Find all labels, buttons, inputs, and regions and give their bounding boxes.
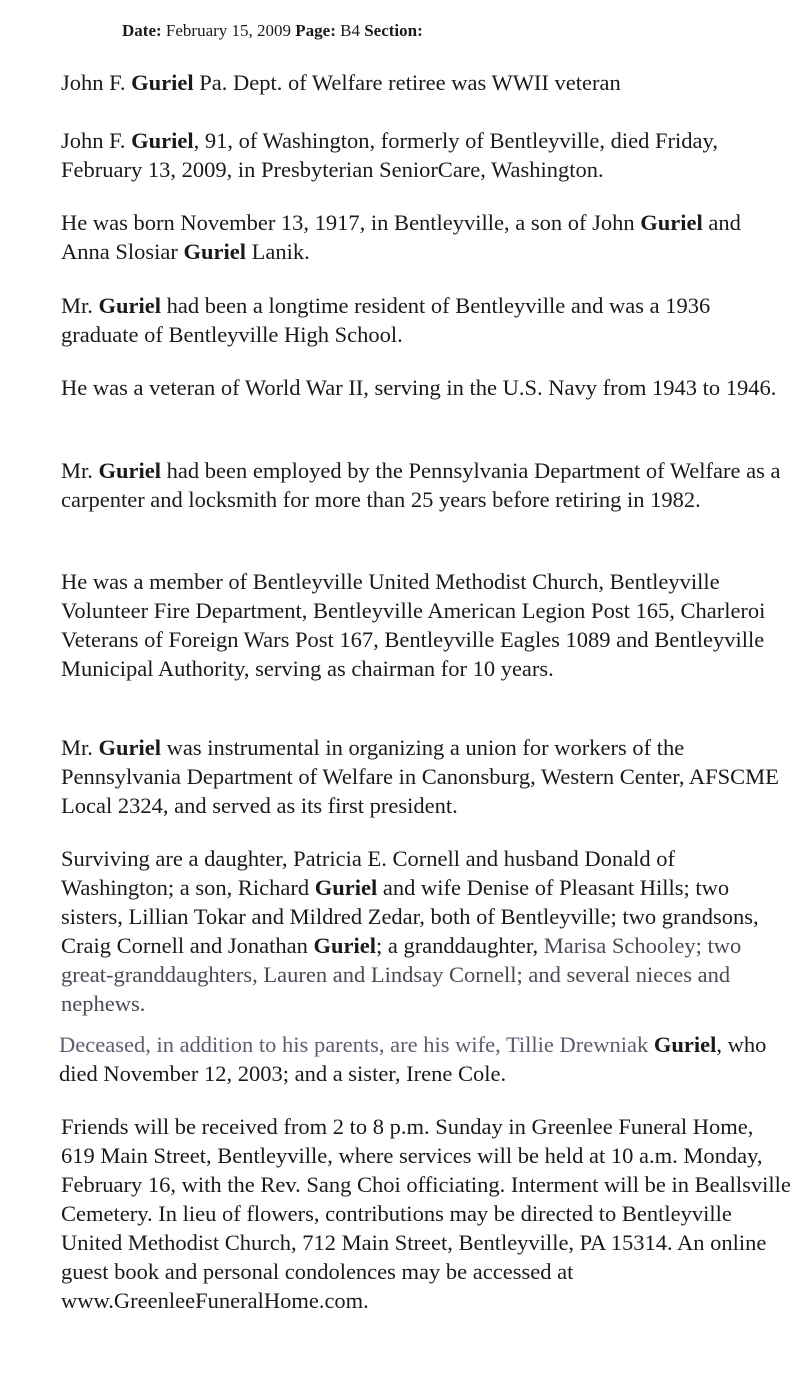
surname: Guriel	[98, 735, 162, 760]
p4-text: He was a veteran of World War II, serving in the U.S. Navy from 1943 to 1946.	[61, 375, 777, 400]
surname: Guriel	[314, 875, 378, 900]
p8-text-d: Marisa Schooley; two great-granddaughters, Lauren and Lindsay Cornell; and several nieces and nephews.	[61, 933, 742, 1016]
paragraph-memberships	[61, 567, 791, 683]
p8-text-a: Surviving are a daughter, Patricia E. Cornell and husband Donald of Washington; a son, Richard	[61, 846, 675, 900]
date-label: Date:	[122, 21, 162, 40]
paragraph-death-notice	[61, 126, 791, 184]
p2-text-b: and Anna Slosiar	[61, 210, 741, 264]
surname: Guriel	[313, 933, 376, 958]
surname: Guriel	[131, 128, 194, 153]
surname: Guriel	[131, 70, 194, 95]
p1-text-b: , 91, of Washington, formerly of Bentleyville, died Friday, February 13, 2009, in Presbyterian SeniorCare, Washington.	[61, 128, 718, 182]
p5-text-b: had been employed by the Pennsylvania Department of Welfare as a carpenter and locksmith for more than 25 years before retiring in 1982.	[61, 458, 781, 512]
paragraph-union	[61, 733, 791, 820]
p9-text-b: , who died November 12, 2003; and a sister, Irene Cole.	[59, 1032, 767, 1086]
p3-text-a: Mr.	[61, 293, 93, 318]
paragraph-military	[61, 373, 791, 402]
surname: Guriel	[98, 293, 162, 318]
surname: Guriel	[183, 239, 246, 264]
headline	[61, 68, 791, 97]
paragraph-deceased	[59, 1030, 789, 1088]
paragraph-birth	[61, 208, 791, 266]
p2-text-a: He was born November 13, 1917, in Bentleyville, a son of John	[61, 210, 635, 235]
p1-text-a: John F.	[61, 128, 126, 153]
p9-text-a: Deceased, in addition to his parents, are his wife, Tillie Drewniak	[59, 1032, 649, 1057]
p3-text-b: had been a longtime resident of Bentleyville and was a 1936 graduate of Bentleyville High School.	[61, 293, 711, 347]
page-value: B4	[340, 21, 360, 40]
p2-text-c: Lanik.	[251, 239, 310, 264]
p8-text-c: ; a granddaughter,	[375, 933, 539, 958]
section-label: Section:	[364, 21, 423, 40]
article-meta	[122, 20, 423, 42]
page-label: Page:	[295, 21, 336, 40]
surname: Guriel	[98, 458, 162, 483]
paragraph-services	[61, 1112, 791, 1315]
surname: Guriel	[640, 210, 703, 235]
p5-text-a: Mr.	[61, 458, 93, 483]
p7-text-a: Mr.	[61, 735, 93, 760]
p8-text-b: and wife Denise of Pleasant Hills; two sisters, Lillian Tokar and Mildred Zedar, both of Bentleyville; two grandsons, Craig Cornell and Jonathan	[61, 875, 759, 958]
headline-text: Pa. Dept. of Welfare retiree was WWII veteran	[199, 70, 621, 95]
headline-name: John F.	[61, 70, 126, 95]
p6-text: He was a member of Bentleyville United Methodist Church, Bentleyville Volunteer Fire Department, Bentleyville American Legion Post 165, Charleroi Veterans of Foreign Wars Post 167, Bentleyville Eagles 1089 and Bentleyville Municipal Authority, serving as chairman for 10 years.	[61, 569, 766, 681]
surname: Guriel	[653, 1032, 717, 1057]
date-value: February 15, 2009	[165, 21, 292, 40]
p7-text-b: was instrumental in organizing a union for workers of the Pennsylvania Department of Welfare in Canonsburg, Western Center, AFSCME Local 2324, and served as its first president.	[61, 735, 779, 818]
paragraph-residence	[61, 291, 791, 349]
p10-text: Friends will be received from 2 to 8 p.m. Sunday in Greenlee Funeral Home, 619 Main Street, Bentleyville, where services will be held at 10 a.m. Monday, February 16, with the Rev. Sang Choi officiating. Interment will be in Beallsville Cemetery. In lieu of flowers, contributions may be directed to Bentleyville United Methodist Church, 712 Main Street, Bentleyville, PA 15314. An online guest book and personal condolences may be accessed at www.GreenleeFuneralHome.com.	[61, 1114, 791, 1313]
paragraph-employment	[61, 456, 791, 514]
paragraph-survivors	[61, 844, 791, 1018]
